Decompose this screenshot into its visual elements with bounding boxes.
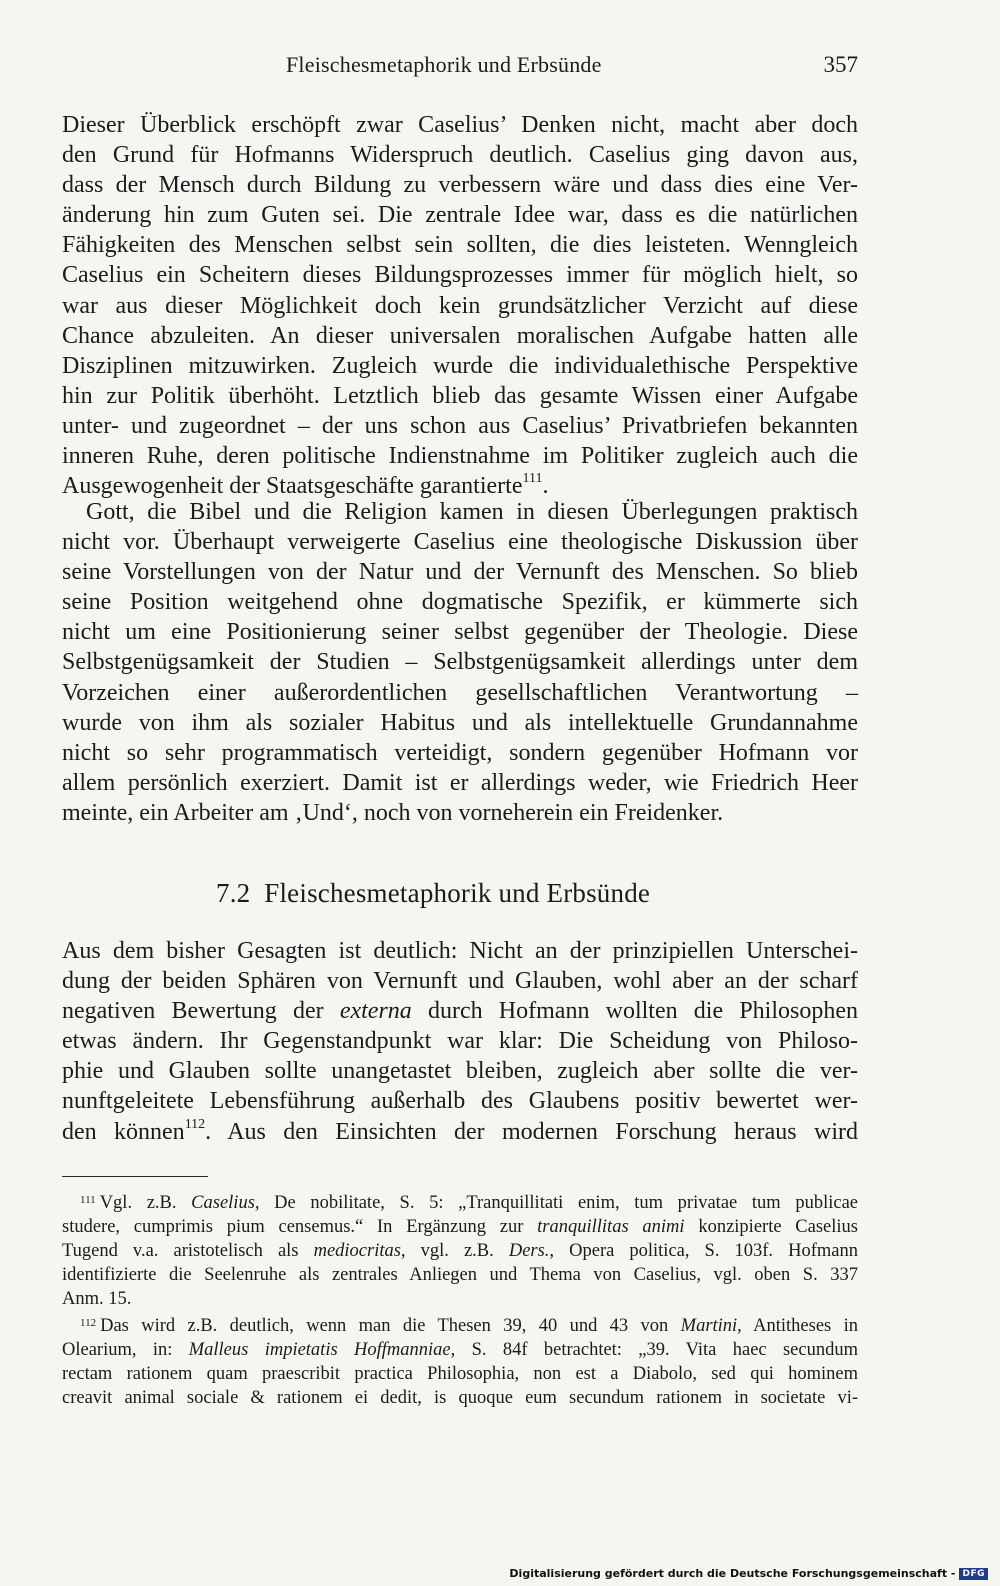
- footnote-ref-111[interactable]: 111: [522, 471, 543, 487]
- emphasis-text: Martini,: [680, 1316, 742, 1336]
- text-span: S. 84f betrachtet: „39. Vita haec secundum: [455, 1340, 858, 1360]
- text-line: seine Position weitgehend ohne dogmatische Spezifik, er kümmerte sich: [62, 589, 858, 616]
- text-line: Chance abzuleiten. An dieser universalen moralischen Aufgabe hatten alle: [62, 322, 858, 349]
- text-line: dung der beiden Sphären von Vernunft und Glauben, wohl aber an der scharf: [62, 968, 858, 995]
- text-span: De nobilitate, S. 5: „Tranquillitati enim, tum privatae tum publicae: [259, 1193, 858, 1213]
- text-line: [62, 996, 858, 1026]
- text-line: unter- und zugeordnet – der uns schon aus Caselius’ Privatbriefen bekannten: [62, 412, 858, 439]
- text-line: den Grund für Hofmanns Widerspruch deutlich. Caselius ging davon aus,: [62, 142, 858, 169]
- text-span: Ausgewogenheit der Staatsgeschäfte garantierte: [62, 473, 523, 500]
- text-line: meinte, ein Arbeiter am ‚Und‘, noch von vorneherein ein Freidenker.: [62, 799, 724, 826]
- footnote-line: [62, 1215, 858, 1239]
- text-span: Opera politica, S. 103f. Hofmann: [554, 1241, 858, 1261]
- running-head: [62, 52, 858, 88]
- footnote-line: rectam rationem quam praescribit practica Philosophia, non est a Diabolo, sed qui hominem: [62, 1364, 858, 1384]
- footnote-111: [62, 1191, 858, 1311]
- paragraph-3: [62, 936, 858, 1147]
- text-line: nicht so sehr programmatisch verteidigt, sondern gegenüber Hofmann vor: [62, 739, 858, 766]
- text-line: war aus dieser Möglichkeit doch kein grundsätzlicher Verzicht auf diese: [62, 292, 858, 319]
- text-span: Das wird z.B. deutlich, wenn man die Thesen 39, 40 und 43 von: [100, 1316, 681, 1336]
- paragraph-1: [62, 110, 858, 501]
- text-line: allem persönlich exerziert. Damit ist er allerdings weder, wie Friedrich Heer: [62, 769, 858, 796]
- footnote-line: [62, 1239, 858, 1263]
- text-line: dass der Mensch durch Bildung zu verbessern wäre und dass dies eine Ver-: [62, 172, 858, 199]
- footnote-ref-112[interactable]: 112: [184, 1116, 206, 1132]
- emphasis-text: Ders.,: [508, 1241, 555, 1261]
- section-title: Fleischesmetaphorik und Erbsünde: [264, 878, 651, 908]
- footer-text: Digitalisierung gefördert durch die Deutsche Forschungsgemeinschaft -: [509, 1567, 956, 1580]
- text-line: Fähigkeiten des Menschen selbst sein sollten, die dies leisteten. Wenngleich: [62, 232, 858, 259]
- emphasis-text: externa: [339, 998, 412, 1025]
- text-line: nunftgeleitete Lebensführung außerhalb des Glaubens positiv bewertet wer-: [62, 1088, 858, 1115]
- footnote-line: Anm. 15.: [62, 1289, 132, 1309]
- text-line: etwas ändern. Ihr Gegenstandpunkt war klar: Die Scheidung von Philoso-: [62, 1028, 858, 1055]
- section-number: 7.2: [216, 878, 251, 908]
- running-head-title: Fleischesmetaphorik und Erbsünde: [286, 52, 602, 77]
- section-heading: [216, 878, 650, 909]
- text-line: Vorzeichen einer außerordentlichen gesellschaftlichen Verantwortung –: [62, 679, 858, 706]
- footnote-line: [62, 1314, 858, 1338]
- dfg-logo: DFG: [959, 1568, 988, 1580]
- emphasis-text: Malleus impietatis Hoffmanniae,: [188, 1340, 456, 1360]
- footnote-line: creavit animal sociale & rationem ei dedit, is quoque eum secundum rationem in societate vi-: [62, 1388, 858, 1408]
- paragraph-2: [62, 497, 858, 828]
- text-span: den können: [62, 1118, 185, 1145]
- text-line: nicht um eine Positionierung seiner selbst gegenüber der Theologie. Diese: [62, 619, 858, 646]
- text-line: Aus dem bisher Gesagten ist deutlich: Nicht an der prinzipiellen Unterschei-: [62, 938, 858, 964]
- footnote-number: 111: [80, 1194, 96, 1206]
- text-line: hin zur Politik überhöht. Letztlich blieb das gesamte Wissen einer Aufgabe: [62, 382, 858, 409]
- text-span: durch Hofmann wollten die Philosophen: [411, 998, 858, 1025]
- text-line: Gott, die Bibel und die Religion kamen in diesen Überlegungen praktisch: [86, 499, 858, 525]
- text-line: [62, 1117, 858, 1147]
- text-span: . Aus den Einsichten der modernen Forschung heraus wird: [205, 1118, 858, 1145]
- text-span: Tugend v.a. aristotelisch als: [62, 1241, 314, 1261]
- text-line: seine Vorstellungen von der Natur und der Vernunft des Menschen. So blieb: [62, 559, 858, 586]
- footnote-line: identifizierte die Seelenruhe als zentrales Anliegen und Thema von Caselius, vgl. oben S. 337: [62, 1265, 858, 1285]
- text-line: Selbstgenügsamkeit der Studien – Selbstgenügsamkeit allerdings unter dem: [62, 649, 858, 676]
- page-number: 357: [823, 52, 858, 77]
- footnote-line: [62, 1338, 858, 1362]
- text-span: konzipierte Caselius: [684, 1217, 858, 1237]
- text-line: änderung hin zum Guten sei. Die zentrale Idee war, dass es die natürlichen: [62, 202, 858, 229]
- text-line: Disziplinen mitzuwirken. Zugleich wurde die individualethische Perspektive: [62, 352, 858, 379]
- text-span: vgl. z.B.: [405, 1241, 509, 1261]
- emphasis-text: Caselius,: [191, 1193, 260, 1213]
- text-span: studere, cumprimis pium censemus.“ In Ergänzung zur: [62, 1217, 538, 1237]
- text-span: Antitheses in: [741, 1316, 858, 1336]
- footnote-112: [62, 1314, 858, 1410]
- footnote-number: 112: [80, 1317, 97, 1329]
- emphasis-text: mediocritas,: [313, 1241, 406, 1261]
- text-line: Caselius ein Scheitern dieses Bildungsprozesses immer für möglich hielt, so: [62, 262, 858, 289]
- digitization-footer: [509, 1567, 988, 1580]
- text-line: phie und Glauben sollte unangetastet bleiben, zugleich aber sollte die ver-: [62, 1058, 858, 1085]
- text-line: wurde von ihm als sozialer Habitus und als intellektuelle Grundannahme: [62, 709, 858, 736]
- footnote-line: [62, 1191, 858, 1215]
- text-span: Vgl. z.B.: [99, 1193, 192, 1213]
- footnote-divider: [62, 1176, 208, 1177]
- text-span: Olearium, in:: [62, 1340, 189, 1360]
- emphasis-text: tranquillitas animi: [537, 1217, 685, 1237]
- text-span: .: [542, 473, 549, 500]
- text-line: inneren Ruhe, deren politische Indienstnahme im Politiker zugleich auch die: [62, 443, 858, 470]
- text-line: nicht vor. Überhaupt verweigerte Caselius eine theologische Diskussion über: [62, 529, 858, 556]
- text-line: Dieser Überblick erschöpft zwar Caselius’ Denken nicht, macht aber doch: [62, 112, 858, 138]
- text-span: negativen Bewertung der: [62, 998, 340, 1025]
